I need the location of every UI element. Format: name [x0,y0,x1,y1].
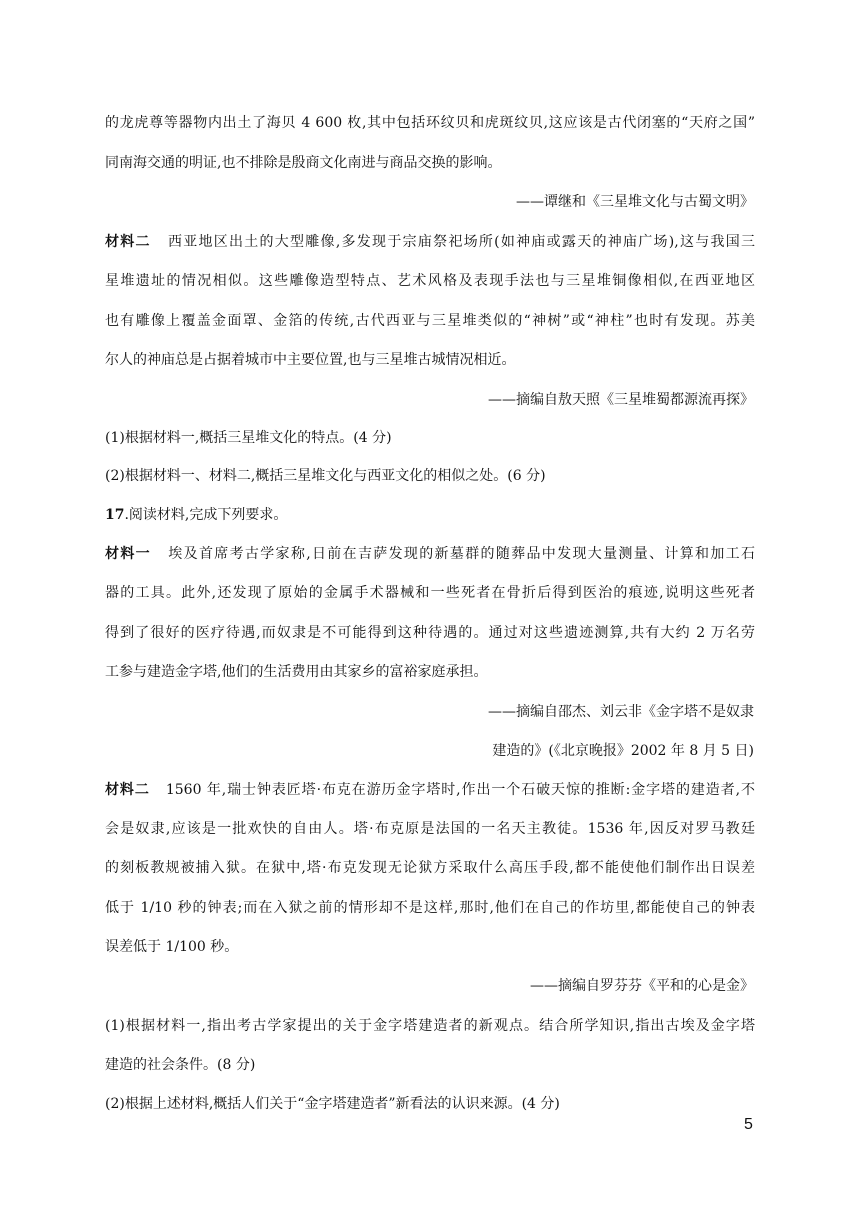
q17-material1-line-3: 得到了很好的医疗待遇,而奴隶是不可能得到这种待遇的。通过对这些遗迹测算,共有大约 2 万名劳 [105,625,755,641]
q16-question-1: (1)根据材料一,概括三星堆文化的特点。(4 分) [105,430,392,446]
q16-source-1: ——谭继和《三星堆文化与古蜀文明》 [516,194,754,210]
q17-source-2: ——摘编自罗芬芬《平和的心是金》 [530,978,754,994]
q17-material2-line-3: 的刻板教规被捕入狱。在狱中,塔·布克发现无论狱方采取什么高压手段,都不能使他们制作出日误差 [105,860,755,876]
q16-material2-line-1 [105,232,755,252]
page-number: 5 [744,1116,753,1133]
q17-question-2: (2)根据上述材料,概括人们关于“金字塔建造者”新看法的认识来源。(4 分) [105,1096,560,1112]
q16-continuation-line-2: 同南海交通的明证,也不排除是殷商文化南进与商品交换的影响。 [105,155,502,171]
q16-material2-line-4: 尔人的神庙总是占据着城市中主要位置,也与三星堆古城情况相近。 [105,352,516,368]
q17-material2-line-2: 会是奴隶,应该是一批欢快的自由人。塔·布克原是法国的一名天主教徒。1536 年,因反对罗马教廷 [105,821,755,837]
q17-question-1-line-1: (1)根据材料一,指出考古学家提出的关于金字塔建造者的新观点。结合所学知识,指出古埃及金字塔 [105,1018,755,1034]
q17-number: 17 [105,507,125,523]
q17-material2-text: 1560 年,瑞士钟表匠塔·布克在游历金字塔时,作出一个石破天惊的推断:金字塔的建造者,不 [165,782,755,798]
q17-material1-line-1 [105,544,755,564]
q16-question-2: (2)根据材料一、材料二,概括三星堆文化与西亚文化的相似之处。(6 分) [105,468,546,484]
q17-heading [105,505,755,525]
q17-source-1-line-1: ——摘编自邵杰、刘云非《金字塔不是奴隶 [488,704,754,720]
q17-source-1-line-2: 建造的》(《北京晚报》2002 年 8 月 5 日) [492,743,754,759]
q16-material2-line-3: 也有雕像上覆盖金面罩、金箔的传统,古代西亚与三星堆类似的“神树”或“神柱”也时有发现。苏美 [105,313,755,329]
q16-continuation-line-1: 的龙虎尊等器物内出土了海贝 4 600 枚,其中包括环纹贝和虎斑纹贝,这应该是古代闭塞的“天府之国” [105,115,755,131]
q16-material2-line-2: 星堆遗址的情况相似。这些雕像造型特点、艺术风格及表现手法也与三星堆铜像相似,在西亚地区 [105,273,755,289]
q17-material2-line-5: 误差低于 1/100 秒。 [105,939,239,955]
q17-material1-text: 埃及首席考古学家称,日前在吉萨发现的新墓群的随葬品中发现大量测量、计算和加工石 [168,546,755,562]
q16-material2-text: 西亚地区出土的大型雕像,多发现于宗庙祭祀场所(如神庙或露天的神庙广场),这与我国三 [167,234,755,250]
q17-material2-line-1 [105,780,755,800]
q16-source-2: ——摘编自敖天照《三星堆蜀都源流再探》 [488,392,754,408]
q17-intro: .阅读材料,完成下列要求。 [124,507,288,523]
q17-question-1-line-2: 建造的社会条件。(8 分) [105,1057,256,1073]
q17-material1-label: 材料一 [105,546,151,562]
q16-material2-label: 材料二 [105,234,151,250]
q17-material1-line-4: 工参与建造金字塔,他们的生活费用由其家乡的富裕家庭承担。 [105,664,488,680]
q17-material2-label: 材料二 [105,782,150,798]
q17-material1-line-2: 器的工具。此外,还发现了原始的金属手术器械和一些死者在骨折后得到医治的痕迹,说明这些死者 [105,585,755,601]
q17-material2-line-4: 低于 1/10 秒的钟表;而在入狱之前的情形却不是这样,那时,他们在自己的作坊里,都能使自己的钟表 [105,900,755,916]
